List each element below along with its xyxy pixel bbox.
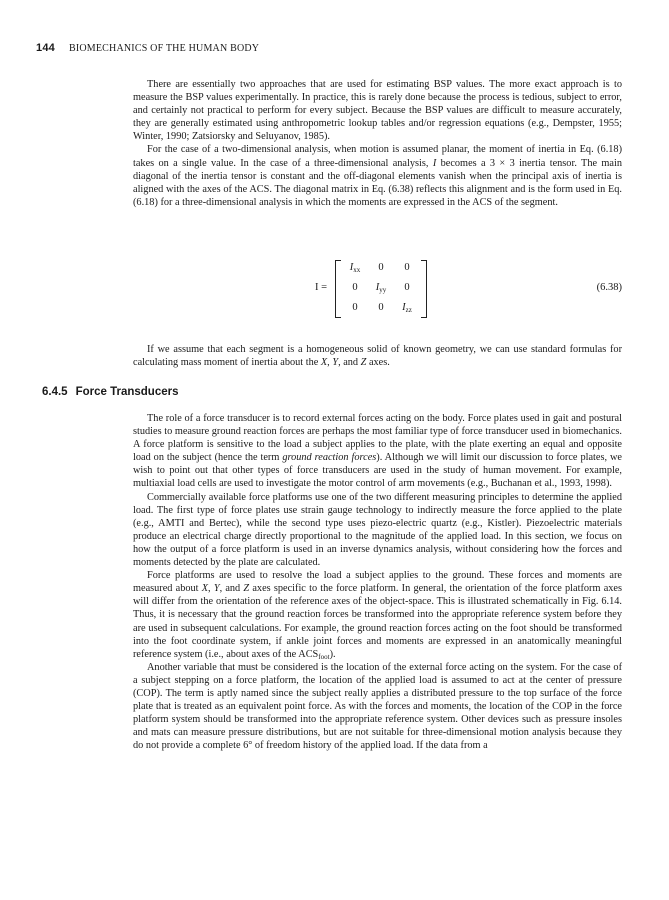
paragraph-bsp-approaches: There are essentially two approaches that are used for estimating BSP values. The more exact approach is to measure the BSP values experimentally. In practice, this is rarely done because the process is tedious, subject to error, and certainly not practical to perform for every subject. Because the BSP values are difficult to measure accurately, they are generally estimated using anthropometric lookup tables and/or regression equations (e.g., Dempster, 1955; Winter, 1990; Zatsiorsky and Seluyanov, 1985).	[133, 79, 622, 143]
matrix-cell-izz: $I_{zz}$	[402, 302, 412, 314]
text-block-homogeneous	[133, 343, 622, 369]
section-number: 6.4.5	[42, 386, 68, 398]
running-head-title: BIOMECHANICS OF THE HUMAN BODY	[68, 43, 260, 54]
matrix-cell-zero: 0	[352, 282, 358, 293]
text-block-bsp	[133, 78, 622, 209]
matrix-right-bracket	[421, 260, 427, 318]
paragraph-measuring-principles: Commercially available force platforms use one of the two different measuring principles to determine the applied load. The first type of force plates use strain gauge technology to indirectly measure the force applied to the plate (e.g., AMTI and Bertec), while the second type uses piezo-electric quartz (e.g., Kistler). Piezoelectric materials produce an electrical charge directly proportional to the magnitude of the applied load. In this section, we focus on how the output of a force platform is used in an inverse dynamics analysis, without considering how the forces and moments detected by the plate are calculated.	[133, 491, 622, 569]
matrix-cell-iyy: $I_{yy}$	[375, 282, 387, 294]
equation-6-38	[133, 258, 622, 320]
section-heading	[42, 386, 178, 398]
running-head	[36, 42, 636, 54]
matrix-cell-zero: 0	[378, 302, 384, 313]
paragraph-center-of-pressure: Another variable that must be considered is the location of the external force acting on the system. For the case of a subject stepping on a force platform, the location of the applied load is assumed to act at the center of pressure (COP). The term is aptly named since the subject really applies a distributed pressure to the top surface of the force plate that is treated as an equivalent point force. As with the forces and moments, the location of the COP in the force platform system should be transformed into the appropriate reference system. Other devices such as pressure insoles and mats can measure pressure distributions, but are not suitable for three-dimensional motion analysis because they do not provide a complete 6° of freedom history of the applied load. If the data from a	[133, 661, 622, 752]
paragraph-inertia-tensor: For the case of a two-dimensional analysis, when motion is assumed planar, the moment of inertia in Eq. (6.18) takes on a single value. In the case of a three-dimensional analysis, I becomes a 3 × 3 inertia tensor. The main diagonal of the inertia tensor is constant and the off-diagonal elements vanish when the principal axis of inertia is aligned with the axes of the ACS. The diagonal matrix in Eq. (6.38) reflects this alignment and is the form used in Eq. (6.18) for a three-dimensional analysis in which the moments are expressed in the ACS of the segment.	[133, 144, 623, 208]
matrix-cell-zero: 0	[378, 262, 384, 273]
matrix-cell-zero: 0	[404, 262, 410, 273]
text-block-force-transducers	[133, 412, 622, 752]
matrix-cell-ixx: $I_{xx}$	[349, 262, 361, 274]
page-number: 144	[36, 42, 55, 54]
matrix-left-bracket	[335, 260, 341, 318]
matrix-cell-zero: 0	[352, 302, 358, 313]
paragraph-force-platforms: Force platforms are used to resolve the load a subject applies to the ground. These forces and moments are measured about X, Y, and Z axes specific to the force platform. In general, the orientation of the force platform axes will differ from the orientation of the reference axes of the object-space. This is illustrated schematically in Fig. 6.14. Thus, it is necessary that the ground reaction forces be transformed into the appropriate reference system before they are used in subsequent calculations. For example, the ground reaction forces acting on the foot should be transformed into the foot coordinate system, if ankle joint forces and moments are expressed in an anatomically meaningful reference system (i.e., about axes of the $ACS_{foot}$).	[133, 570, 622, 661]
equation-lhs: I =	[315, 282, 328, 293]
paragraph-force-transducer-role: The role of a force transducer is to record external forces acting on the body. Force plates used in gait and postural studies to measure ground reaction forces are perhaps the most familiar type of force transducer used in biomechanics. A force platform is sensitive to the load a subject applies to the plate, with the plate exerting an equal and opposite load on the subject (hence the term ground reaction forces). Although we will limit our discussion to force plates, we wish to point out that other types of force transducers are used in the study of human movement. For example, multiaxial load cells are used to investigate the motor control of arm movements (e.g., Buchanan et al., 1993, 1998).	[133, 413, 622, 490]
equation-number: (6.38)	[596, 282, 622, 293]
matrix-cell-zero: 0	[404, 282, 410, 293]
section-title: Force Transducers	[75, 386, 179, 398]
paragraph-homogeneous-solid: If we assume that each segment is a homogeneous solid of known geometry, we can use standard formulas for calculating mass moment of inertia about the X, Y, and Z axes.	[133, 344, 622, 369]
